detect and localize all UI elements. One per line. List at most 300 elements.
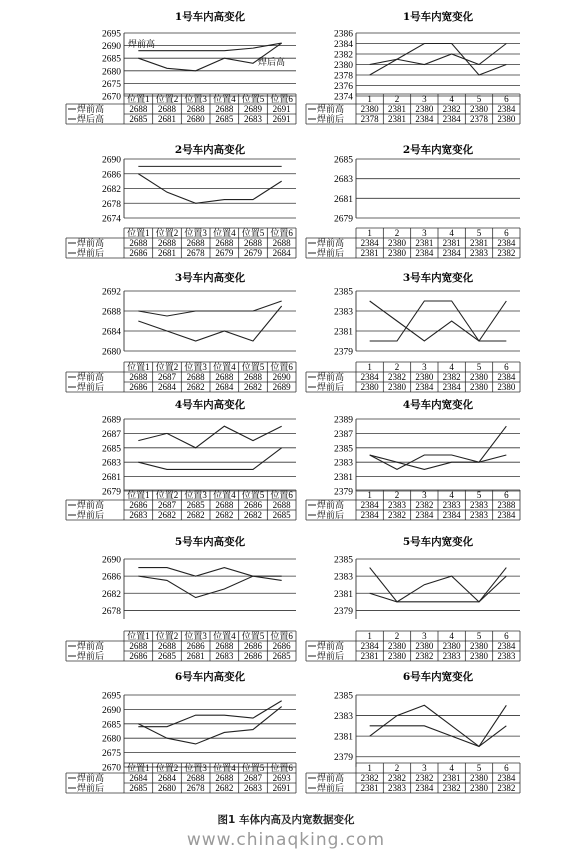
y-tick-label: 2679 bbox=[334, 214, 353, 225]
x-tick-label: 位置3 bbox=[184, 362, 207, 372]
legend-label: 焊前高 bbox=[77, 239, 105, 249]
data-cell: 2383 bbox=[442, 651, 461, 661]
x-tick-label: 4 bbox=[449, 228, 454, 238]
chart-title: 6号车内宽变化 bbox=[402, 671, 474, 683]
data-cell: 2686 bbox=[244, 651, 262, 661]
x-tick-label: 2 bbox=[394, 490, 400, 500]
x-tick-label: 位置5 bbox=[241, 228, 265, 238]
y-tick-label: 2685 bbox=[102, 444, 121, 455]
data-cell: 2682 bbox=[215, 783, 234, 793]
data-cell: 2691 bbox=[272, 783, 291, 793]
x-tick-label: 位置5 bbox=[241, 490, 265, 500]
x-tick-label: 1 bbox=[367, 94, 372, 104]
data-cell: 2688 bbox=[186, 773, 205, 783]
y-tick-label: 2376 bbox=[334, 82, 353, 92]
x-tick-label: 位置2 bbox=[155, 94, 179, 104]
x-tick-label: 1 bbox=[367, 228, 372, 238]
series-line-1 bbox=[138, 568, 281, 577]
data-cell: 2685 bbox=[272, 651, 291, 661]
data-cell: 2384 bbox=[360, 238, 379, 248]
y-tick-label: 2381 bbox=[334, 327, 353, 338]
x-tick-label: 4 bbox=[449, 631, 454, 641]
data-cell: 2380 bbox=[415, 104, 434, 114]
data-cell: 2686 bbox=[129, 382, 148, 392]
series-line-2 bbox=[138, 576, 281, 597]
series-line-2 bbox=[370, 301, 507, 341]
chart-title: 3号车内宽变化 bbox=[402, 272, 474, 284]
data-cell: 2378 bbox=[470, 114, 488, 124]
x-tick-label: 位置4 bbox=[213, 763, 236, 773]
data-cell: 2382 bbox=[415, 651, 434, 661]
x-tick-label: 6 bbox=[504, 490, 509, 500]
data-cell: 2686 bbox=[129, 651, 148, 661]
x-tick-label: 1 bbox=[367, 763, 372, 773]
legend-label: 焊前后 bbox=[317, 511, 345, 521]
chart-title: 1号车内宽变化 bbox=[402, 11, 474, 23]
data-cell: 2688 bbox=[186, 238, 205, 248]
y-tick-label: 2674 bbox=[102, 214, 121, 225]
data-cell: 2384 bbox=[442, 248, 461, 258]
x-tick-label: 3 bbox=[422, 94, 427, 104]
y-tick-label: 2385 bbox=[334, 691, 353, 702]
data-cell: 2383 bbox=[497, 651, 516, 661]
data-cell: 2688 bbox=[244, 238, 262, 248]
y-tick-label: 2675 bbox=[102, 749, 121, 760]
data-cell: 2679 bbox=[215, 248, 234, 258]
data-cell: 2691 bbox=[272, 114, 291, 124]
data-cell: 2384 bbox=[497, 104, 516, 114]
y-tick-label: 2374 bbox=[334, 92, 353, 103]
y-tick-label: 2686 bbox=[102, 170, 121, 181]
data-cell: 2383 bbox=[470, 500, 488, 510]
legend-label: 焊前后 bbox=[317, 784, 345, 794]
x-tick-label: 2 bbox=[394, 94, 400, 104]
series-line-1 bbox=[138, 426, 281, 448]
y-tick-label: 2380 bbox=[334, 61, 353, 71]
data-cell: 2380 bbox=[470, 773, 488, 783]
legend-label: 焊前高 bbox=[317, 501, 345, 511]
chart-7 bbox=[66, 398, 296, 521]
series-line-1 bbox=[138, 301, 281, 316]
data-cell: 2687 bbox=[158, 372, 176, 382]
series-line-2 bbox=[370, 576, 507, 602]
data-cell: 2688 bbox=[129, 238, 148, 248]
y-tick-label: 2683 bbox=[102, 458, 121, 469]
legend-label: 焊前后 bbox=[317, 115, 345, 125]
y-tick-label: 2681 bbox=[334, 194, 353, 205]
y-tick-label: 2383 bbox=[334, 458, 353, 469]
legend-label: 焊前高 bbox=[77, 373, 105, 383]
series-line-1 bbox=[138, 701, 281, 727]
data-cell: 2382 bbox=[360, 773, 379, 783]
legend-label: 焊前高 bbox=[317, 105, 345, 115]
y-tick-label: 2680 bbox=[102, 734, 121, 745]
y-tick-label: 2690 bbox=[102, 705, 121, 716]
data-cell: 2685 bbox=[272, 510, 291, 520]
y-tick-label: 2379 bbox=[334, 347, 353, 358]
x-tick-label: 4 bbox=[449, 763, 454, 773]
y-tick-label: 2378 bbox=[334, 71, 353, 82]
chart-2 bbox=[306, 10, 520, 125]
chart-8 bbox=[306, 398, 520, 521]
x-tick-label: 位置6 bbox=[270, 631, 293, 641]
x-tick-label: 6 bbox=[504, 631, 509, 641]
data-cell: 2685 bbox=[158, 651, 176, 661]
data-cell: 2693 bbox=[272, 773, 291, 783]
x-tick-label: 位置2 bbox=[155, 631, 179, 641]
x-tick-label: 5 bbox=[476, 631, 482, 641]
x-tick-label: 5 bbox=[476, 362, 482, 372]
data-cell: 2380 bbox=[360, 104, 379, 114]
data-cell: 2686 bbox=[244, 641, 262, 651]
y-tick-label: 2387 bbox=[334, 429, 353, 440]
x-tick-label: 2 bbox=[394, 763, 400, 773]
data-cell: 2690 bbox=[272, 372, 291, 382]
data-cell: 2383 bbox=[442, 500, 461, 510]
legend-label: 焊前后 bbox=[77, 249, 105, 259]
data-cell: 2381 bbox=[415, 238, 434, 248]
annotation-label: 焊前高 bbox=[128, 40, 156, 50]
data-cell: 2686 bbox=[244, 500, 262, 510]
data-cell: 2384 bbox=[497, 641, 516, 651]
x-tick-label: 3 bbox=[422, 362, 427, 372]
data-cell: 2685 bbox=[129, 783, 148, 793]
x-tick-label: 3 bbox=[422, 631, 427, 641]
x-tick-label: 位置1 bbox=[127, 631, 150, 641]
data-cell: 2384 bbox=[360, 372, 379, 382]
data-cell: 2678 bbox=[186, 783, 205, 793]
data-cell: 2381 bbox=[470, 238, 488, 248]
data-cell: 2688 bbox=[186, 372, 205, 382]
legend-label: 焊前高 bbox=[317, 642, 345, 652]
data-cell: 2382 bbox=[388, 510, 406, 520]
x-tick-label: 位置6 bbox=[270, 228, 293, 238]
data-cell: 2380 bbox=[470, 382, 488, 392]
x-tick-label: 位置1 bbox=[127, 490, 150, 500]
y-tick-label: 2679 bbox=[102, 487, 121, 498]
x-tick-label: 位置2 bbox=[155, 362, 179, 372]
x-tick-label: 位置3 bbox=[184, 228, 207, 238]
data-cell: 2380 bbox=[470, 651, 488, 661]
x-tick-label: 位置4 bbox=[213, 631, 236, 641]
chart-title: 6号车内高变化 bbox=[174, 671, 246, 683]
data-cell: 2383 bbox=[470, 510, 488, 520]
x-tick-label: 位置6 bbox=[270, 362, 293, 372]
data-cell: 2381 bbox=[388, 104, 406, 114]
data-cell: 2382 bbox=[415, 500, 434, 510]
data-cell: 2684 bbox=[272, 248, 291, 258]
x-tick-label: 6 bbox=[504, 362, 509, 372]
legend-label: 焊前后 bbox=[77, 652, 105, 662]
x-tick-label: 位置1 bbox=[127, 228, 150, 238]
y-tick-label: 2692 bbox=[102, 287, 121, 298]
legend-label: 焊前后 bbox=[317, 652, 345, 662]
y-tick-label: 2678 bbox=[102, 606, 121, 617]
x-tick-label: 位置5 bbox=[241, 763, 265, 773]
data-cell: 2380 bbox=[388, 248, 406, 258]
data-cell: 2684 bbox=[158, 773, 176, 783]
chart-title: 4号车内高变化 bbox=[174, 399, 246, 411]
watermark: www.chinaqking.com bbox=[186, 830, 386, 850]
y-tick-label: 2389 bbox=[334, 415, 353, 426]
data-cell: 2380 bbox=[388, 238, 406, 248]
x-tick-label: 位置4 bbox=[213, 362, 236, 372]
y-tick-label: 2379 bbox=[334, 487, 353, 498]
x-tick-label: 位置1 bbox=[127, 94, 150, 104]
y-tick-label: 2695 bbox=[102, 691, 121, 702]
y-tick-label: 2689 bbox=[102, 415, 121, 426]
x-tick-label: 1 bbox=[367, 631, 372, 641]
y-tick-label: 2682 bbox=[102, 185, 121, 195]
data-cell: 2381 bbox=[360, 651, 379, 661]
series-line-1 bbox=[370, 705, 507, 746]
data-cell: 2688 bbox=[158, 641, 176, 651]
annotation-label: 焊后高 bbox=[258, 58, 286, 69]
data-cell: 2678 bbox=[186, 248, 205, 258]
data-cell: 2388 bbox=[497, 500, 516, 510]
data-cell: 2380 bbox=[442, 641, 461, 651]
legend-label: 焊前高 bbox=[77, 642, 105, 652]
data-cell: 2688 bbox=[215, 773, 234, 783]
data-cell: 2384 bbox=[360, 510, 379, 520]
x-tick-label: 位置3 bbox=[184, 490, 207, 500]
y-tick-label: 2385 bbox=[334, 444, 353, 455]
series-line-1 bbox=[370, 301, 507, 341]
data-cell: 2686 bbox=[186, 641, 205, 651]
x-tick-label: 位置6 bbox=[270, 763, 293, 773]
data-cell: 2382 bbox=[497, 783, 516, 793]
y-tick-label: 2670 bbox=[102, 763, 121, 774]
data-cell: 2685 bbox=[129, 114, 148, 124]
legend-label: 焊前后 bbox=[77, 383, 105, 393]
data-cell: 2382 bbox=[497, 248, 516, 258]
data-cell: 2688 bbox=[129, 104, 148, 114]
y-tick-label: 2680 bbox=[102, 67, 121, 78]
data-cell: 2688 bbox=[244, 372, 262, 382]
data-cell: 2680 bbox=[158, 783, 176, 793]
data-cell: 2382 bbox=[415, 773, 434, 783]
chart-title: 2号车内宽变化 bbox=[402, 144, 474, 156]
data-cell: 2689 bbox=[244, 104, 262, 114]
y-tick-label: 2681 bbox=[102, 473, 121, 484]
data-cell: 2380 bbox=[470, 783, 488, 793]
data-cell: 2685 bbox=[215, 114, 234, 124]
chart-title: 4号车内宽变化 bbox=[402, 399, 474, 411]
legend-label: 焊前高 bbox=[77, 105, 105, 115]
data-cell: 2384 bbox=[497, 773, 516, 783]
x-tick-label: 5 bbox=[476, 94, 482, 104]
data-cell: 2382 bbox=[442, 783, 461, 793]
x-tick-label: 位置1 bbox=[127, 763, 150, 773]
data-cell: 2680 bbox=[186, 114, 205, 124]
data-cell: 2380 bbox=[388, 641, 406, 651]
data-cell: 2691 bbox=[272, 104, 291, 114]
data-cell: 2378 bbox=[360, 114, 379, 124]
data-cell: 2682 bbox=[244, 510, 262, 520]
data-cell: 2380 bbox=[415, 372, 434, 382]
chart-title: 5号车内宽变化 bbox=[402, 536, 474, 548]
data-cell: 2686 bbox=[129, 500, 148, 510]
legend-label: 焊前高 bbox=[77, 774, 105, 784]
x-tick-label: 4 bbox=[449, 362, 454, 372]
y-tick-label: 2685 bbox=[102, 720, 121, 731]
y-tick-label: 2682 bbox=[102, 589, 121, 600]
x-tick-label: 位置6 bbox=[270, 490, 293, 500]
data-cell: 2688 bbox=[129, 641, 148, 651]
data-cell: 2382 bbox=[442, 372, 461, 382]
y-tick-label: 2383 bbox=[334, 307, 353, 318]
x-tick-label: 位置4 bbox=[213, 94, 236, 104]
data-cell: 2687 bbox=[158, 500, 176, 510]
x-tick-label: 位置4 bbox=[213, 490, 236, 500]
legend-label: 焊前高 bbox=[317, 239, 345, 249]
data-cell: 2381 bbox=[442, 773, 461, 783]
y-tick-label: 2379 bbox=[334, 606, 353, 617]
y-tick-label: 2687 bbox=[102, 429, 121, 440]
data-cell: 2384 bbox=[497, 372, 516, 382]
y-tick-label: 2680 bbox=[102, 347, 121, 358]
y-tick-label: 2384 bbox=[334, 40, 353, 50]
y-tick-label: 2684 bbox=[102, 327, 121, 338]
y-tick-label: 2688 bbox=[102, 307, 121, 318]
x-tick-label: 位置3 bbox=[184, 631, 207, 641]
legend-label: 焊前高 bbox=[317, 373, 345, 383]
x-tick-label: 3 bbox=[422, 490, 427, 500]
data-cell: 2679 bbox=[244, 248, 262, 258]
series-line-1 bbox=[138, 43, 281, 51]
chart-5 bbox=[66, 271, 296, 393]
data-cell: 2688 bbox=[158, 104, 176, 114]
chart-10 bbox=[306, 535, 520, 662]
data-cell: 2384 bbox=[415, 382, 434, 392]
data-cell: 2384 bbox=[415, 510, 434, 520]
data-cell: 2682 bbox=[215, 510, 234, 520]
y-tick-label: 2678 bbox=[102, 199, 121, 210]
series-line-2 bbox=[138, 448, 281, 470]
chart-3 bbox=[66, 143, 296, 259]
data-cell: 2380 bbox=[497, 382, 516, 392]
series-line-1 bbox=[370, 568, 507, 602]
x-tick-label: 2 bbox=[394, 631, 400, 641]
legend-label: 焊前后 bbox=[317, 383, 345, 393]
data-cell: 2682 bbox=[186, 382, 205, 392]
data-cell: 2380 bbox=[388, 382, 406, 392]
data-cell: 2688 bbox=[215, 104, 234, 114]
figure-caption: 图1 车体内高及内宽数据变化 bbox=[217, 814, 355, 826]
x-tick-label: 3 bbox=[422, 763, 427, 773]
legend-label: 焊前高 bbox=[317, 774, 345, 784]
y-tick-label: 2381 bbox=[334, 732, 353, 743]
x-tick-label: 位置1 bbox=[127, 362, 150, 372]
x-tick-label: 位置2 bbox=[155, 228, 179, 238]
x-tick-label: 2 bbox=[394, 362, 400, 372]
y-tick-label: 2683 bbox=[334, 175, 353, 186]
data-cell: 2384 bbox=[442, 510, 461, 520]
x-tick-label: 位置2 bbox=[155, 490, 179, 500]
data-cell: 2382 bbox=[442, 104, 461, 114]
data-cell: 2380 bbox=[470, 104, 488, 114]
chart-title: 2号车内高变化 bbox=[174, 144, 246, 156]
chart-12 bbox=[306, 670, 520, 794]
data-cell: 2382 bbox=[388, 773, 406, 783]
data-cell: 2384 bbox=[497, 238, 516, 248]
x-tick-label: 4 bbox=[449, 94, 454, 104]
y-tick-label: 2670 bbox=[102, 92, 121, 103]
data-cell: 2681 bbox=[158, 114, 176, 124]
data-cell: 2685 bbox=[186, 500, 205, 510]
data-cell: 2681 bbox=[186, 651, 205, 661]
x-tick-label: 4 bbox=[449, 490, 454, 500]
x-tick-label: 2 bbox=[394, 228, 400, 238]
data-cell: 2686 bbox=[129, 248, 148, 258]
y-tick-label: 2385 bbox=[334, 555, 353, 566]
chart-title: 5号车内高变化 bbox=[174, 536, 246, 548]
data-cell: 2683 bbox=[244, 783, 262, 793]
data-cell: 2682 bbox=[244, 382, 262, 392]
data-cell: 2682 bbox=[158, 510, 176, 520]
chart-1 bbox=[66, 10, 296, 125]
data-cell: 2688 bbox=[215, 372, 234, 382]
legend-label: 焊前后 bbox=[77, 784, 105, 794]
x-tick-label: 1 bbox=[367, 362, 372, 372]
y-tick-label: 2379 bbox=[334, 753, 353, 764]
data-cell: 2382 bbox=[388, 372, 406, 382]
data-cell: 2380 bbox=[360, 382, 379, 392]
data-cell: 2688 bbox=[215, 641, 234, 651]
data-cell: 2383 bbox=[388, 783, 406, 793]
y-tick-label: 2695 bbox=[102, 29, 121, 40]
y-tick-label: 2690 bbox=[102, 555, 121, 566]
y-tick-label: 2385 bbox=[334, 287, 353, 298]
data-cell: 2381 bbox=[442, 238, 461, 248]
chart-title: 1号车内高变化 bbox=[174, 11, 246, 23]
y-tick-label: 2685 bbox=[334, 155, 353, 166]
data-cell: 2384 bbox=[442, 114, 461, 124]
data-cell: 2684 bbox=[129, 773, 148, 783]
data-cell: 2684 bbox=[215, 382, 234, 392]
data-cell: 2380 bbox=[497, 114, 516, 124]
x-tick-label: 位置5 bbox=[241, 631, 265, 641]
y-tick-label: 2383 bbox=[334, 572, 353, 583]
x-tick-label: 1 bbox=[367, 490, 372, 500]
x-tick-label: 3 bbox=[422, 228, 427, 238]
x-tick-label: 5 bbox=[476, 490, 482, 500]
x-tick-label: 6 bbox=[504, 763, 509, 773]
x-tick-label: 位置6 bbox=[270, 94, 293, 104]
x-tick-label: 6 bbox=[504, 228, 509, 238]
x-tick-label: 位置2 bbox=[155, 763, 179, 773]
y-tick-label: 2690 bbox=[102, 155, 121, 166]
data-cell: 2384 bbox=[360, 641, 379, 651]
data-cell: 2384 bbox=[442, 382, 461, 392]
data-cell: 2688 bbox=[215, 238, 234, 248]
data-cell: 2688 bbox=[186, 104, 205, 114]
y-tick-label: 2386 bbox=[334, 29, 353, 40]
y-tick-label: 2382 bbox=[334, 50, 353, 61]
chart-title: 3号车内高变化 bbox=[174, 272, 246, 284]
x-tick-label: 位置5 bbox=[241, 362, 265, 372]
data-cell: 2681 bbox=[158, 248, 176, 258]
y-tick-label: 2381 bbox=[334, 589, 353, 600]
data-cell: 2384 bbox=[415, 783, 434, 793]
data-cell: 2384 bbox=[415, 248, 434, 258]
data-cell: 2688 bbox=[129, 372, 148, 382]
data-cell: 2380 bbox=[388, 651, 406, 661]
data-cell: 2687 bbox=[244, 773, 262, 783]
y-tick-label: 2685 bbox=[102, 54, 121, 65]
data-cell: 2384 bbox=[415, 114, 434, 124]
data-cell: 2381 bbox=[388, 114, 406, 124]
